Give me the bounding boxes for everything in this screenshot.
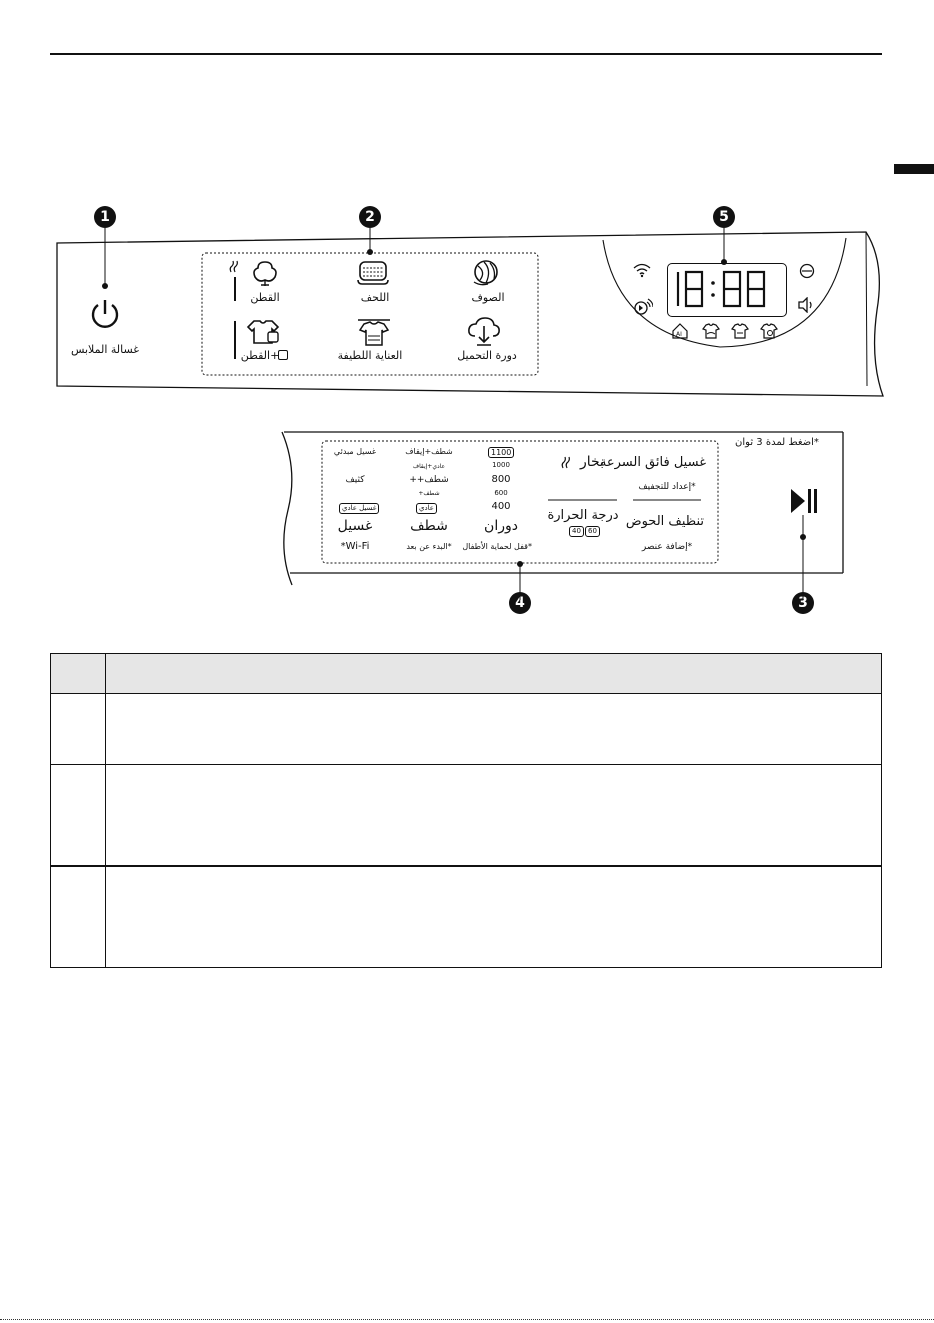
remote-start-icon (633, 298, 653, 316)
temp-60-pill[interactable]: 60 (585, 526, 600, 537)
callout-badge-1: 1 (94, 206, 116, 228)
tubclean-button[interactable]: تنظيف الحوض (625, 514, 704, 529)
table-header (51, 654, 882, 694)
wifi-label: *Wi-Fi (340, 541, 370, 552)
spin-stage-icon (760, 323, 778, 339)
start-pause-icon[interactable] (789, 487, 819, 515)
table-cell (106, 694, 882, 765)
remote-start-label: *البدء عن بعد (406, 542, 452, 551)
rinse-hold-label[interactable]: شطف+إيقاف (405, 447, 453, 456)
child-lock-label: *قفل لحماية الأطفال (462, 542, 532, 551)
power-label: غسالة الملابس (70, 343, 140, 356)
table-cell (106, 866, 882, 968)
rinse-plus-label[interactable]: شطف+ (418, 490, 440, 497)
spin-1100-pill[interactable]: 1100 (488, 447, 514, 458)
speedwash-button[interactable]: غسيل فائق السرعة (599, 455, 706, 470)
callout-badge-2: 2 (359, 206, 381, 228)
table-cell (51, 866, 106, 968)
table-cell (51, 654, 106, 694)
child-lock-icon (799, 263, 815, 279)
spin-button[interactable]: دوران (484, 518, 518, 534)
rinse-stage-icon (731, 323, 749, 339)
spin-600[interactable]: 600 (494, 489, 508, 497)
add-item-label: *إضافة عنصر (641, 542, 693, 552)
sound-icon (797, 297, 815, 313)
spin-400[interactable]: 400 (491, 501, 511, 512)
spin-1000[interactable]: 1000 (492, 461, 510, 469)
table-cell (51, 694, 106, 765)
wash-stage-icon (702, 323, 720, 339)
steam-small-icon (228, 260, 242, 274)
program-cotton[interactable]: القطن (250, 291, 280, 304)
rinse-button[interactable]: شطف (410, 518, 448, 534)
normal-rinse-pill[interactable]: عادي (416, 503, 437, 514)
temp-40-pill[interactable]: 40 (569, 526, 584, 537)
cotton-icon[interactable] (250, 258, 280, 288)
table-cell (51, 765, 106, 867)
intensive-label[interactable]: كثيف (345, 475, 365, 485)
description-table (50, 653, 882, 968)
wool-icon[interactable] (470, 258, 502, 288)
spin-800[interactable]: 800 (491, 474, 511, 485)
table-cell (106, 765, 882, 867)
program-download[interactable]: دورة التحميل (457, 349, 517, 362)
table-row (51, 694, 882, 765)
rinse-plusplus-label[interactable]: شطف++ (409, 475, 449, 485)
program-cotton-plus[interactable]: +القطن (240, 349, 280, 362)
square-icon (278, 350, 288, 360)
digits (672, 268, 782, 310)
download-cycle-icon[interactable] (466, 316, 502, 346)
wifi-icon (632, 262, 652, 278)
divider (234, 277, 236, 301)
ai-icon (672, 323, 688, 339)
table-cell (106, 654, 882, 694)
wash-button[interactable]: غسيل (337, 518, 373, 534)
prewash-label[interactable]: غسيل مبدئي (333, 447, 377, 456)
callout-badge-5: 5 (713, 206, 735, 228)
cotton-plus-icon[interactable] (246, 318, 280, 346)
steam-button[interactable]: بخار (580, 454, 604, 470)
program-duvet[interactable]: اللحف (360, 291, 390, 304)
bottom-edge (0, 1319, 934, 1320)
program-wool[interactable]: الصوف (471, 291, 505, 304)
duvet-icon[interactable] (356, 260, 390, 286)
table-row (51, 765, 882, 867)
table-row (51, 866, 882, 968)
divider (234, 321, 236, 359)
hold-3s-note: *اضغط لمدة 3 ثوان (735, 437, 819, 448)
temp-button[interactable]: درجة الحرارة (547, 508, 619, 523)
normal-wash-pill[interactable]: غسيل عادي (339, 503, 379, 514)
delicate-icon[interactable] (354, 318, 394, 348)
normal-hold-label[interactable]: عادي+إيقاف (412, 463, 446, 470)
steam-icon (560, 456, 574, 470)
power-icon[interactable] (88, 297, 122, 331)
dry-setting-label: *إعداد للتجفيف (638, 482, 696, 492)
program-delicate[interactable]: العناية اللطيفة (337, 349, 403, 362)
callout-badge-4: 4 (509, 592, 531, 614)
callout-badge-3: 3 (792, 592, 814, 614)
svg-text:AI: AI (676, 331, 682, 338)
